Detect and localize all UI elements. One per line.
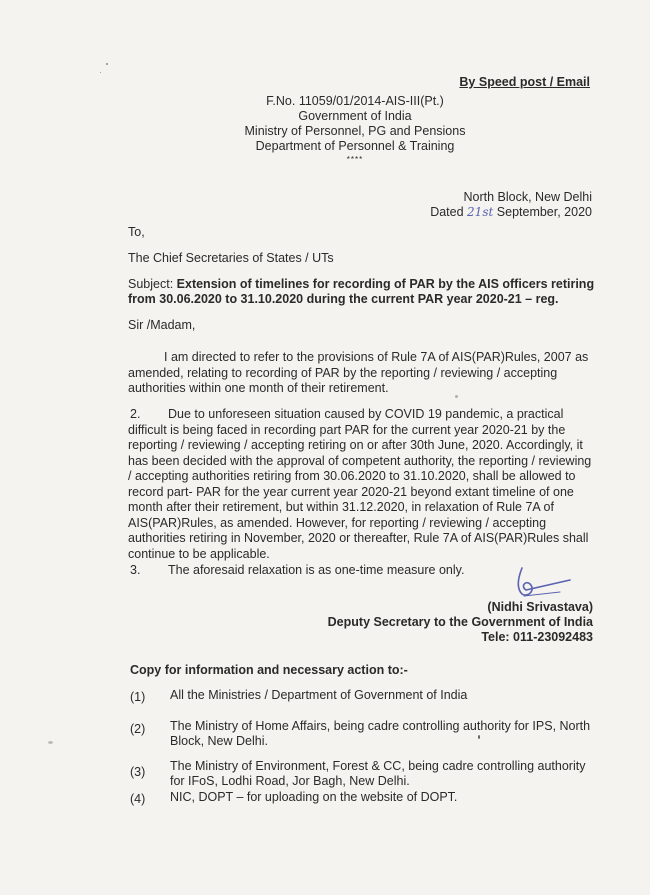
dispatch-mode: By Speed post / Email [459,75,590,89]
date-line [430,205,592,219]
addressee: The Chief Secretaries of States / UTs [128,251,334,265]
salutation: Sir /Madam, [128,318,196,332]
scan-speck [478,735,480,739]
subject-line-1 [128,277,594,291]
copy-item [170,759,600,789]
p1-line: authorities within one month of their retirement. [128,381,389,395]
scan-speck [100,72,101,73]
p3-number: 3. [130,563,141,577]
p2-line: difficult is being faced in recording part PAR for the current year 2020-21 by the [128,422,566,437]
copy-item-line: All the Ministries / Department of Government of India [170,688,468,702]
copy-item-line: for IFoS, Lodhi Road, Jor Bagh, New Delhi. [170,774,410,788]
scan-speck [455,395,458,398]
copy-item-number: (3) [130,765,146,779]
copy-item-line: The Ministry of Environment, Forest & CC, being cadre controlling authority [170,759,586,773]
place: North Block, New Delhi [463,190,592,204]
p1-line: amended, relating to recording of PAR by the reporting / reviewing / accepting [128,365,558,380]
copy-item-number: (1) [130,690,146,704]
date-day-handwritten: 21st [467,205,494,219]
paragraph-1 [128,350,594,397]
p2-number: 2. [130,407,141,421]
signatory-phone: Tele: 011-23092483 [481,630,593,644]
copy-item [170,719,600,749]
scan-speck [48,741,53,744]
subject-line-2: from 30.06.2020 to 31.10.2020 during the current PAR year 2020-21 – reg. [128,292,559,306]
department-name: Department of Personnel & Training [255,139,455,153]
govt-name: Government of India [298,109,412,123]
p2-line: Due to unforeseen situation caused by COVID 19 pandemic, a practical [168,407,564,421]
paragraph-2 [128,407,594,562]
p2-line: reporting / reviewing / accepting retiring on or after 30th June, 2020. Accordingly, it [128,438,583,452]
copy-item [170,790,600,805]
signature-scribble [500,560,580,605]
paragraph-3: The aforesaid relaxation is as one-time measure only. [168,563,465,577]
copy-item-line: Block, New Delhi. [170,734,268,748]
signatory-designation: Deputy Secretary to the Government of India [327,615,593,629]
p2-line: record part- PAR for the year current year 2020-21 beyond extant timeline of one [128,484,574,499]
copy-item-number: (2) [130,722,146,736]
subject-label: Subject: [128,277,174,291]
copy-item-number: (4) [130,792,146,806]
p2-line: has been decided with the approval of competent authority, the reporting / reviewing [128,453,592,468]
to-label: To, [128,225,145,239]
date-rest: September, 2020 [496,205,592,219]
scan-speck [106,63,108,65]
ministry-name: Ministry of Personnel, PG and Pensions [244,124,466,138]
p2-line: / accepting authorities retiring from 30.06.2020 to 31.10.2020, shall be allowed to [128,469,576,483]
file-number: F.No. 11059/01/2014-AIS-III(Pt.) [266,94,444,108]
p2-line: continue to be applicable. [128,546,270,561]
date-prefix: Dated [430,205,464,219]
copy-item-line: The Ministry of Home Affairs, being cadre controlling authority for IPS, North [170,719,591,733]
p2-line: AIS(PAR)Rules, as amended. However, for reporting / reviewing / accepting [128,515,547,530]
copy-item [170,688,600,703]
copy-item-line: NIC, DOPT – for uploading on the website of DOPT. [170,790,458,804]
copy-heading: Copy for information and necessary action to:- [130,663,408,677]
p2-line: month after their retirement, but within 31.12.2020, in relaxation of Rule 7A of [128,500,554,514]
p2-line: authorities retiring in November, 2020 or thereafter, Rule 7A of AIS(PAR)Rules shall [128,531,589,545]
header-separator: **** [346,155,364,164]
signatory-name: (Nidhi Srivastava) [487,600,593,614]
subject-text-1: Extension of timelines for recording of PAR by the AIS officers retiring [176,277,595,291]
p1-line: I am directed to refer to the provisions of Rule 7A of AIS(PAR)Rules, 2007 as [164,350,589,364]
